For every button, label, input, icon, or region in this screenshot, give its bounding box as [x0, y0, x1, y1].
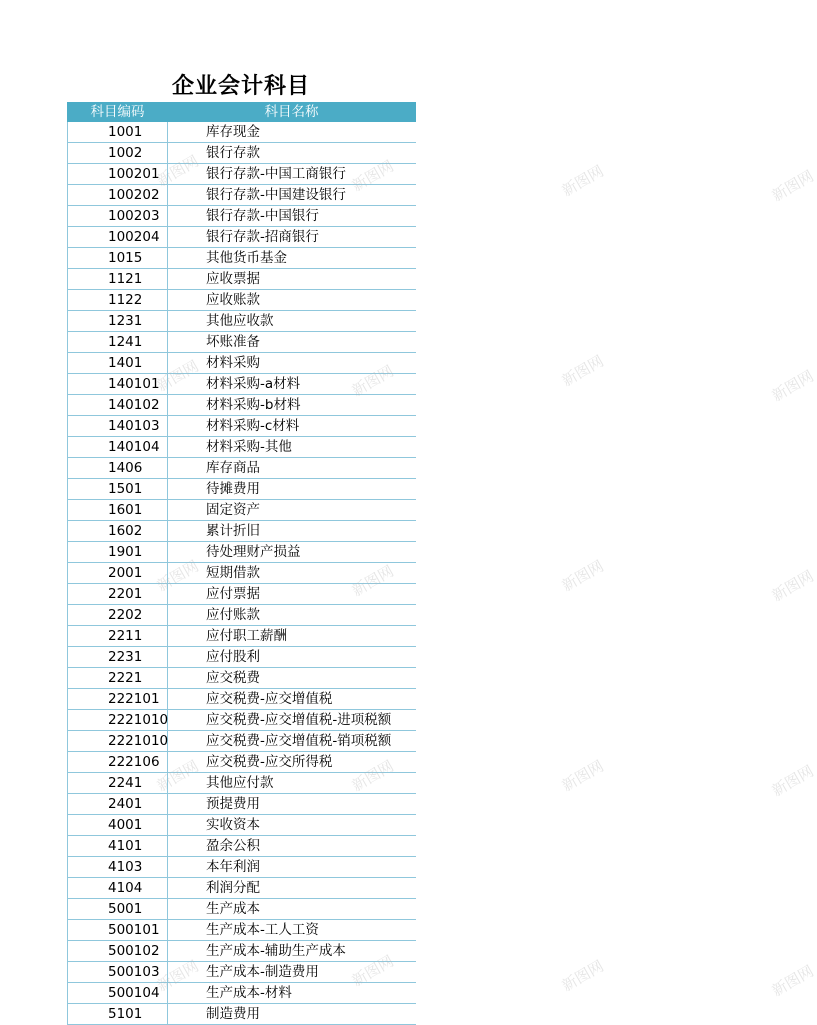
account-name-cell[interactable]: 实收资本 [168, 815, 416, 836]
account-code-cell[interactable]: 5101 [68, 1004, 168, 1025]
table-row [68, 143, 416, 164]
account-code-cell[interactable]: 1406 [68, 458, 168, 479]
column-header-name: 科目名称 [168, 102, 416, 122]
account-name-cell[interactable]: 材料采购-b材料 [168, 395, 416, 416]
table-row [68, 710, 416, 731]
watermark-text: 新图网 [153, 956, 202, 995]
table-row [68, 206, 416, 227]
table-row [68, 689, 416, 710]
table-row [68, 227, 416, 248]
account-code-cell[interactable]: 140101 [68, 374, 168, 395]
account-name-cell[interactable]: 材料采购 [168, 353, 416, 374]
table-body [68, 122, 416, 1025]
table-row [68, 374, 416, 395]
account-code-cell[interactable]: 140103 [68, 416, 168, 437]
account-name-cell[interactable]: 银行存款-中国工商银行 [168, 164, 416, 185]
account-name-cell[interactable]: 盈余公积 [168, 836, 416, 857]
account-name-cell[interactable]: 库存商品 [168, 458, 416, 479]
watermark-text: 新图网 [768, 566, 817, 605]
account-name-cell[interactable]: 银行存款-招商银行 [168, 227, 416, 248]
table-row [68, 773, 416, 794]
account-code-cell[interactable]: 140104 [68, 437, 168, 458]
watermark-text: 新图网 [768, 166, 817, 205]
table-row [68, 269, 416, 290]
table-row [68, 521, 416, 542]
account-code-cell[interactable]: 4101 [68, 836, 168, 857]
account-code-cell[interactable]: 1401 [68, 353, 168, 374]
account-code-cell[interactable]: 500104 [68, 983, 168, 1004]
table-row [68, 941, 416, 962]
account-code-cell[interactable]: 100204 [68, 227, 168, 248]
account-name-cell[interactable]: 银行存款-中国银行 [168, 206, 416, 227]
table-row [68, 164, 416, 185]
watermark-text: 新图网 [153, 756, 202, 795]
table-row [68, 1004, 416, 1025]
account-code-cell[interactable]: 2202 [68, 605, 168, 626]
table-row [68, 395, 416, 416]
account-code-cell[interactable]: 1121 [68, 269, 168, 290]
watermark-text: 新图网 [768, 366, 817, 405]
account-name-cell[interactable]: 生产成本-辅助生产成本 [168, 941, 416, 962]
watermark-text: 新图网 [153, 151, 202, 190]
account-name-cell[interactable]: 生产成本-工人工资 [168, 920, 416, 941]
table-row [68, 458, 416, 479]
watermark-text: 新图网 [153, 356, 202, 395]
account-code-cell[interactable]: 1501 [68, 479, 168, 500]
account-name-cell[interactable]: 材料采购-a材料 [168, 374, 416, 395]
table-row [68, 647, 416, 668]
table-header-row [68, 102, 416, 122]
account-code-cell[interactable]: 500103 [68, 962, 168, 983]
table-row [68, 185, 416, 206]
account-code-cell[interactable]: 4104 [68, 878, 168, 899]
account-code-cell[interactable]: 2401 [68, 794, 168, 815]
watermark-text: 新图网 [348, 951, 397, 990]
watermark-text: 新图网 [153, 556, 202, 595]
account-name-cell[interactable]: 应交税费-应交增值税 [168, 689, 416, 710]
account-name-cell[interactable]: 生产成本-制造费用 [168, 962, 416, 983]
account-code-cell[interactable]: 4001 [68, 815, 168, 836]
account-code-cell[interactable]: 4103 [68, 857, 168, 878]
table-row [68, 605, 416, 626]
table-row [68, 542, 416, 563]
table-row [68, 836, 416, 857]
table-row [68, 563, 416, 584]
account-name-cell[interactable]: 应付职工薪酬 [168, 626, 416, 647]
account-name-cell[interactable]: 其他应收款 [168, 311, 416, 332]
account-code-cell[interactable]: 1601 [68, 500, 168, 521]
watermark-text: 新图网 [348, 756, 397, 795]
account-code-cell[interactable]: 1015 [68, 248, 168, 269]
account-name-cell[interactable]: 其他货币基金 [168, 248, 416, 269]
column-header-code: 科目编码 [68, 102, 168, 122]
account-code-cell[interactable]: 100203 [68, 206, 168, 227]
accounts-table [67, 102, 416, 1025]
account-name-cell[interactable]: 累计折旧 [168, 521, 416, 542]
table-row [68, 920, 416, 941]
table-row [68, 248, 416, 269]
account-code-cell[interactable]: 2211 [68, 626, 168, 647]
account-name-cell[interactable]: 库存现金 [168, 122, 416, 143]
account-code-cell[interactable]: 222101 [68, 689, 168, 710]
watermark-text: 新图网 [768, 761, 817, 800]
account-code-cell[interactable]: 500102 [68, 941, 168, 962]
table-row [68, 626, 416, 647]
account-name-cell[interactable]: 银行存款 [168, 143, 416, 164]
table-row [68, 731, 416, 752]
account-name-cell[interactable]: 应交税费-应交所得税 [168, 752, 416, 773]
table-row [68, 353, 416, 374]
watermark-text: 新图网 [558, 956, 607, 995]
account-code-cell[interactable]: 1602 [68, 521, 168, 542]
table-row [68, 815, 416, 836]
account-name-cell[interactable]: 待摊费用 [168, 479, 416, 500]
account-name-cell[interactable]: 制造费用 [168, 1004, 416, 1025]
watermark-text: 新图网 [348, 561, 397, 600]
table-row [68, 584, 416, 605]
account-code-cell[interactable]: 1231 [68, 311, 168, 332]
table-row [68, 899, 416, 920]
account-code-cell[interactable]: 2201 [68, 584, 168, 605]
table-row [68, 290, 416, 311]
watermark-text: 新图网 [768, 961, 817, 1000]
account-name-cell[interactable]: 应收票据 [168, 269, 416, 290]
account-code-cell[interactable]: 2231 [68, 647, 168, 668]
table-row [68, 962, 416, 983]
page-title: 企业会计科目 [171, 74, 310, 99]
watermark-text: 新图网 [558, 756, 607, 795]
account-code-cell[interactable]: 140102 [68, 395, 168, 416]
account-name-cell[interactable]: 应交税费-应交增值税-销项税额 [168, 731, 416, 752]
account-name-cell[interactable]: 应交税费 [168, 668, 416, 689]
watermark-text: 新图网 [558, 161, 607, 200]
account-name-cell[interactable]: 固定资产 [168, 500, 416, 521]
account-name-cell[interactable]: 银行存款-中国建设银行 [168, 185, 416, 206]
account-name-cell[interactable]: 材料采购-c材料 [168, 416, 416, 437]
account-code-cell[interactable]: 1122 [68, 290, 168, 311]
account-code-cell[interactable]: 2221010 [68, 710, 168, 731]
table-row [68, 500, 416, 521]
account-name-cell[interactable]: 短期借款 [168, 563, 416, 584]
table-row [68, 668, 416, 689]
account-code-cell[interactable]: 222106 [68, 752, 168, 773]
account-name-cell[interactable]: 应交税费-应交增值税-进项税额 [168, 710, 416, 731]
account-code-cell[interactable]: 2221 [68, 668, 168, 689]
watermark-text: 新图网 [558, 556, 607, 595]
account-name-cell[interactable]: 生产成本-材料 [168, 983, 416, 1004]
account-code-cell[interactable]: 2221010 [68, 731, 168, 752]
table-row [68, 857, 416, 878]
account-name-cell[interactable]: 应付股利 [168, 647, 416, 668]
table-row [68, 122, 416, 143]
account-name-cell[interactable]: 其他应付款 [168, 773, 416, 794]
table-row [68, 437, 416, 458]
account-name-cell[interactable]: 应付票据 [168, 584, 416, 605]
table-row [68, 311, 416, 332]
account-name-cell[interactable]: 生产成本 [168, 899, 416, 920]
account-name-cell[interactable]: 应收账款 [168, 290, 416, 311]
watermark-text: 新图网 [558, 351, 607, 390]
account-name-cell[interactable]: 本年利润 [168, 857, 416, 878]
table-row [68, 878, 416, 899]
account-name-cell[interactable]: 坏账准备 [168, 332, 416, 353]
account-code-cell[interactable]: 5001 [68, 899, 168, 920]
account-name-cell[interactable]: 材料采购-其他 [168, 437, 416, 458]
account-code-cell[interactable]: 1001 [68, 122, 168, 143]
account-code-cell[interactable]: 500101 [68, 920, 168, 941]
account-name-cell[interactable]: 预提费用 [168, 794, 416, 815]
watermark-text: 新图网 [348, 361, 397, 400]
account-name-cell[interactable]: 待处理财产损益 [168, 542, 416, 563]
account-code-cell[interactable]: 2241 [68, 773, 168, 794]
account-name-cell[interactable]: 应付账款 [168, 605, 416, 626]
account-code-cell[interactable]: 100201 [68, 164, 168, 185]
account-code-cell[interactable]: 1241 [68, 332, 168, 353]
table-row [68, 479, 416, 500]
table-row [68, 752, 416, 773]
account-code-cell[interactable]: 100202 [68, 185, 168, 206]
account-code-cell[interactable]: 1002 [68, 143, 168, 164]
table-row [68, 332, 416, 353]
watermark-text: 新图网 [348, 156, 397, 195]
account-code-cell[interactable]: 1901 [68, 542, 168, 563]
account-name-cell[interactable]: 利润分配 [168, 878, 416, 899]
account-code-cell[interactable]: 2001 [68, 563, 168, 584]
table-row [68, 416, 416, 437]
table-row [68, 794, 416, 815]
table-row [68, 983, 416, 1004]
